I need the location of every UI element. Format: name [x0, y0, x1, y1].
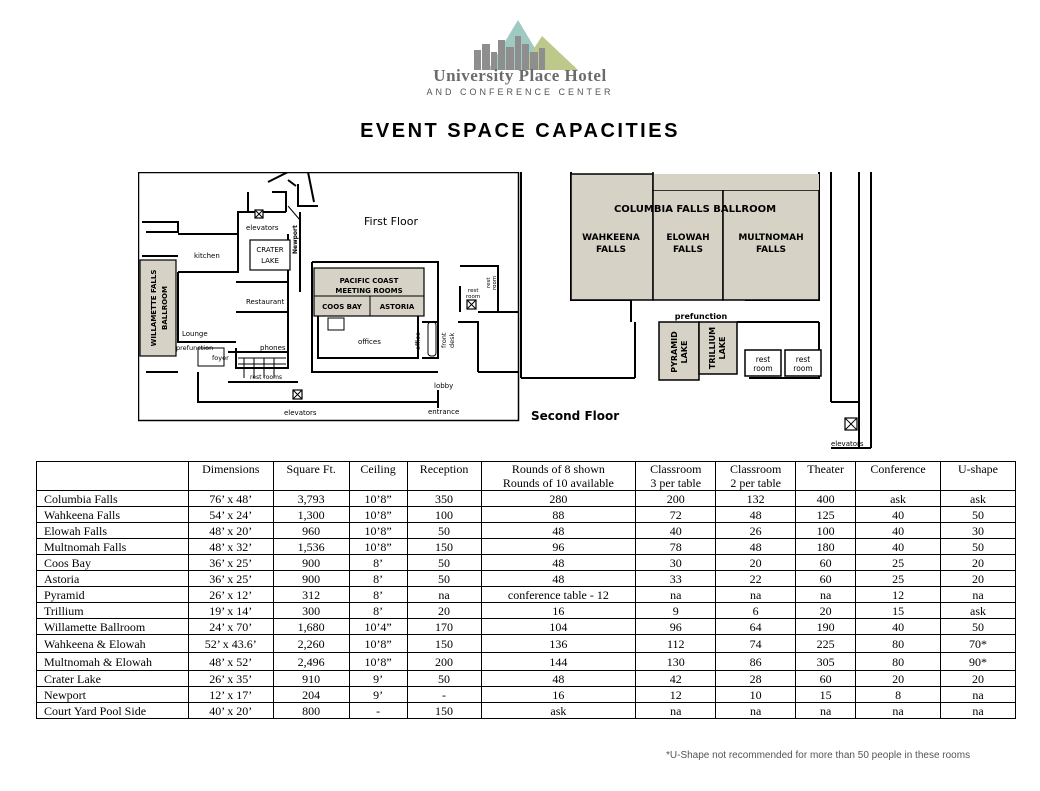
table-cell: 20	[407, 603, 481, 619]
table-row	[37, 619, 1016, 635]
table-cell: na	[716, 703, 796, 719]
first-floor-label: First Floor	[364, 215, 419, 228]
table-cell: na	[636, 703, 716, 719]
table-cell: 9’	[349, 671, 407, 687]
table-cell: 48	[481, 671, 636, 687]
trillium-label-1: TRILLIUM	[708, 326, 717, 370]
pyramid-label-2: LAKE	[680, 340, 689, 364]
table-cell: 280	[481, 491, 636, 507]
table-cell: 90*	[941, 653, 1016, 671]
table-cell: 8’	[349, 587, 407, 603]
table-row	[37, 555, 1016, 571]
willamette-label-2: BALLROOM	[161, 286, 169, 330]
elevators-bottom-label: elevators	[284, 409, 317, 417]
header-square-ft: Square Ft.	[273, 462, 349, 491]
room-name-cell: Astoria	[37, 571, 189, 587]
table-cell: 16	[481, 687, 636, 703]
table-cell: na	[941, 687, 1016, 703]
table-cell: -	[349, 703, 407, 719]
crater-label-1: CRATER	[256, 246, 284, 254]
room-name-cell: Pyramid	[37, 587, 189, 603]
header-reception: Reception	[407, 462, 481, 491]
hotel-name: University Place Hotel	[433, 66, 607, 85]
table-cell: 50	[941, 619, 1016, 635]
lounge-label: Lounge	[182, 330, 208, 338]
table-cell: 88	[481, 507, 636, 523]
table-cell: 22	[716, 571, 796, 587]
table-cell: 100	[796, 523, 856, 539]
table-cell: 78	[636, 539, 716, 555]
table-header-row	[37, 462, 1016, 491]
table-cell: 8’	[349, 603, 407, 619]
table-cell: 30	[941, 523, 1016, 539]
table-cell: 200	[407, 653, 481, 671]
table-cell: 52’ x 43.6’	[188, 635, 273, 653]
table-cell: 144	[481, 653, 636, 671]
table-cell: 20	[856, 671, 941, 687]
wahkeena-label-1: WAHKEENA	[582, 233, 640, 243]
hotel-logo	[0, 14, 1040, 97]
table-cell: 20	[796, 603, 856, 619]
table-cell: 1,536	[273, 539, 349, 555]
astoria-label: ASTORIA	[379, 303, 415, 311]
table-cell: 12	[636, 687, 716, 703]
rest-room-a-label-1: rest	[468, 288, 479, 294]
columbia-label: COLUMBIA FALLS BALLROOM	[613, 204, 777, 215]
table-cell: 2,260	[273, 635, 349, 653]
table-cell: na	[856, 703, 941, 719]
first-floor-plan	[138, 172, 520, 427]
skyline-logo-icon	[450, 14, 590, 70]
coos-bay-label: COOS BAY	[322, 303, 362, 311]
table-cell: 200	[636, 491, 716, 507]
table-cell: 2,496	[273, 653, 349, 671]
newport-label: Newport	[292, 225, 299, 254]
front-desk-label-1: front	[440, 332, 448, 348]
table-cell: 132	[716, 491, 796, 507]
table-cell: 300	[273, 603, 349, 619]
table-cell: 50	[407, 555, 481, 571]
table-cell: 48’ x 32’	[188, 539, 273, 555]
table-cell: 48	[481, 555, 636, 571]
table-cell: 76’ x 48’	[188, 491, 273, 507]
table-cell: 40	[856, 507, 941, 523]
table-cell: na	[716, 587, 796, 603]
header-ceiling: Ceiling	[349, 462, 407, 491]
room-name-cell: Multnomah & Elowah	[37, 653, 189, 671]
table-row	[37, 603, 1016, 619]
header-room	[37, 462, 189, 491]
table-cell: 10	[716, 687, 796, 703]
table-cell: na	[407, 587, 481, 603]
table-cell: 8’	[349, 571, 407, 587]
room-name-cell: Wahkeena Falls	[37, 507, 189, 523]
room-name-cell: Crater Lake	[37, 671, 189, 687]
table-cell: 28	[716, 671, 796, 687]
elevators-label: elevators	[831, 440, 864, 448]
table-cell: 8’	[349, 555, 407, 571]
table-cell: 80	[856, 653, 941, 671]
restaurant-label: Restaurant	[246, 298, 285, 306]
table-cell: 130	[636, 653, 716, 671]
table-cell: 1,300	[273, 507, 349, 523]
table-cell: 10’8”	[349, 523, 407, 539]
rest-room-b-label-1: rest	[486, 277, 492, 288]
table-cell: 10’8”	[349, 635, 407, 653]
room-name-cell: Multnomah Falls	[37, 539, 189, 555]
table-cell: 800	[273, 703, 349, 719]
table-cell: 170	[407, 619, 481, 635]
table-row	[37, 671, 1016, 687]
table-cell: 25	[856, 555, 941, 571]
table-cell: 25	[856, 571, 941, 587]
table-cell: 150	[407, 539, 481, 555]
table-cell: 48	[716, 507, 796, 523]
table-cell: 225	[796, 635, 856, 653]
header-ushape: U-shape	[941, 462, 1016, 491]
table-cell: 70*	[941, 635, 1016, 653]
table-cell: na	[941, 703, 1016, 719]
second-floor-plan	[519, 172, 875, 457]
first-floor-map	[138, 172, 520, 422]
table-cell: 15	[796, 687, 856, 703]
table-cell: 26	[716, 523, 796, 539]
table-cell: 50	[941, 539, 1016, 555]
second-floor-map	[519, 172, 875, 452]
offices-label: offices	[358, 338, 381, 346]
table-cell: 305	[796, 653, 856, 671]
table-cell: 50	[941, 507, 1016, 523]
table-cell: 40	[856, 523, 941, 539]
prefunction-label: prefunction	[674, 312, 728, 321]
table-cell: 150	[407, 635, 481, 653]
table-cell: -	[407, 687, 481, 703]
table-cell: 48	[716, 539, 796, 555]
table-cell: 204	[273, 687, 349, 703]
willamette-room	[140, 260, 176, 356]
table-row	[37, 491, 1016, 507]
table-cell: 26’ x 12’	[188, 587, 273, 603]
table-cell: 136	[481, 635, 636, 653]
table-cell: 96	[481, 539, 636, 555]
table-cell: 36’ x 25’	[188, 555, 273, 571]
phones-label: phones	[260, 344, 286, 352]
table-cell: conference table - 12	[481, 587, 636, 603]
room-name-cell: Wahkeena & Elowah	[37, 635, 189, 653]
table-cell: 6	[716, 603, 796, 619]
table-cell: 42	[636, 671, 716, 687]
elowah-label-2: FALLS	[672, 245, 704, 255]
table-cell: 10’8”	[349, 491, 407, 507]
entrance-label: entrance	[428, 408, 460, 416]
table-row	[37, 507, 1016, 523]
table-cell: 10’8”	[349, 507, 407, 523]
table-cell: 312	[273, 587, 349, 603]
elowah-label-1: ELOWAH	[666, 233, 710, 243]
table-cell: 48	[481, 571, 636, 587]
header-dimensions: Dimensions	[188, 462, 273, 491]
table-cell: 40	[856, 619, 941, 635]
table-cell: 33	[636, 571, 716, 587]
room-name-cell: Elowah Falls	[37, 523, 189, 539]
trillium-label-2: LAKE	[718, 336, 727, 360]
table-cell: 10’8”	[349, 653, 407, 671]
rest-room-a-label-2: room	[753, 364, 773, 373]
table-cell: 900	[273, 555, 349, 571]
willamette-label-1: WILLAMETTE FALLS	[150, 269, 158, 347]
header-rounds: Rounds of 8 shown Rounds of 10 available	[481, 462, 636, 491]
table-cell: 50	[407, 671, 481, 687]
pyramid-label-1: PYRAMID	[670, 331, 679, 373]
table-cell: 9	[636, 603, 716, 619]
table-cell: 96	[636, 619, 716, 635]
table-cell: 1,680	[273, 619, 349, 635]
rest-rooms-label: rest rooms	[250, 374, 283, 381]
header-conference: Conference	[856, 462, 941, 491]
table-cell: 86	[716, 653, 796, 671]
crater-lake-room	[250, 240, 290, 270]
table-cell: 48’ x 52’	[188, 653, 273, 671]
table-cell: 20	[941, 555, 1016, 571]
table-row	[37, 703, 1016, 719]
table-cell: 50	[407, 571, 481, 587]
table-cell: 900	[273, 571, 349, 587]
front-desk-label-2: desk	[448, 332, 456, 348]
multnomah-label-1: MULTNOMAH	[738, 233, 804, 243]
table-row	[37, 523, 1016, 539]
kitchen-label: kitchen	[194, 252, 220, 260]
table-cell: 40	[856, 539, 941, 555]
table-cell: 150	[407, 703, 481, 719]
lobby-label: lobby	[434, 382, 454, 390]
page-title: EVENT SPACE CAPACITIES	[360, 120, 680, 142]
table-cell: 350	[407, 491, 481, 507]
room-name-cell: Court Yard Pool Side	[37, 703, 189, 719]
table-cell: 100	[407, 507, 481, 523]
multnomah-label-2: FALLS	[755, 245, 787, 255]
table-cell: 400	[796, 491, 856, 507]
office-label: office	[414, 332, 422, 350]
room-name-cell: Columbia Falls	[37, 491, 189, 507]
table-cell: 112	[636, 635, 716, 653]
room-name-cell: Trillium	[37, 603, 189, 619]
table-row	[37, 635, 1016, 653]
table-cell: 60	[796, 671, 856, 687]
rest-room-a-label-1: rest	[755, 355, 771, 364]
second-floor-label: Second Floor	[531, 409, 620, 423]
pyramid-room	[659, 322, 699, 380]
table-cell: 190	[796, 619, 856, 635]
table-cell: na	[796, 703, 856, 719]
table-row	[37, 653, 1016, 671]
table-cell: 74	[716, 635, 796, 653]
table-cell: 24’ x 70’	[188, 619, 273, 635]
table-cell: 9’	[349, 687, 407, 703]
table-cell: 50	[407, 523, 481, 539]
pacific-label-1: PACIFIC COAST	[339, 277, 399, 285]
prefunction-label: prefunction	[176, 344, 214, 352]
table-cell: 10’8”	[349, 539, 407, 555]
foyer-label: foyer	[212, 354, 229, 362]
table-cell: 26’ x 35’	[188, 671, 273, 687]
table-cell: 40	[636, 523, 716, 539]
elevators-top-label: elevators	[246, 224, 279, 232]
rest-room-b-label-2: room	[793, 364, 813, 373]
table-cell: 180	[796, 539, 856, 555]
header-classroom-2: Classroom 2 per table	[716, 462, 796, 491]
header-classroom-3: Classroom 3 per table	[636, 462, 716, 491]
table-cell: ask	[941, 603, 1016, 619]
table-row	[37, 539, 1016, 555]
table-cell: 40’ x 20’	[188, 703, 273, 719]
table-cell: 60	[796, 555, 856, 571]
room-name-cell: Coos Bay	[37, 555, 189, 571]
crater-label-2: LAKE	[261, 257, 279, 265]
capacity-table	[36, 461, 1016, 719]
room-name-cell: Willamette Ballroom	[37, 619, 189, 635]
table-cell: ask	[856, 491, 941, 507]
header-theater: Theater	[796, 462, 856, 491]
table-cell: 36’ x 25’	[188, 571, 273, 587]
table-cell: 16	[481, 603, 636, 619]
footnote: *U-Shape not recommended for more than 50 people in these rooms	[666, 750, 971, 761]
table-cell: ask	[481, 703, 636, 719]
table-cell: na	[636, 587, 716, 603]
table-cell: 12’ x 17’	[188, 687, 273, 703]
table-cell: 910	[273, 671, 349, 687]
table-cell: 30	[636, 555, 716, 571]
pacific-label-2: MEETING ROOMS	[335, 287, 403, 295]
table-cell: 125	[796, 507, 856, 523]
table-cell: 20	[941, 671, 1016, 687]
table-cell: 8	[856, 687, 941, 703]
table-cell: 3,793	[273, 491, 349, 507]
table-cell: 19’ x 14’	[188, 603, 273, 619]
table-cell: 12	[856, 587, 941, 603]
table-row	[37, 571, 1016, 587]
table-cell: 72	[636, 507, 716, 523]
table-cell: 15	[856, 603, 941, 619]
table-cell: 80	[856, 635, 941, 653]
hotel-subtitle: AND CONFERENCE CENTER	[426, 87, 614, 97]
table-cell: 48’ x 20’	[188, 523, 273, 539]
rest-room-a-label-2: room	[466, 294, 481, 300]
wahkeena-label-2: FALLS	[595, 245, 627, 255]
table-cell: 10’4”	[349, 619, 407, 635]
table-cell: 20	[716, 555, 796, 571]
table-cell: na	[941, 587, 1016, 603]
table-cell: 20	[941, 571, 1016, 587]
table-cell: na	[796, 587, 856, 603]
table-row	[37, 587, 1016, 603]
table-cell: 960	[273, 523, 349, 539]
table-cell: 60	[796, 571, 856, 587]
table-cell: 64	[716, 619, 796, 635]
rest-room-b-label-2: room	[492, 275, 498, 290]
table-cell: 54’ x 24’	[188, 507, 273, 523]
table-cell: 48	[481, 523, 636, 539]
room-name-cell: Newport	[37, 687, 189, 703]
table-row	[37, 687, 1016, 703]
rest-room-b-label-1: rest	[795, 355, 811, 364]
table-cell: 104	[481, 619, 636, 635]
table-cell: ask	[941, 491, 1016, 507]
